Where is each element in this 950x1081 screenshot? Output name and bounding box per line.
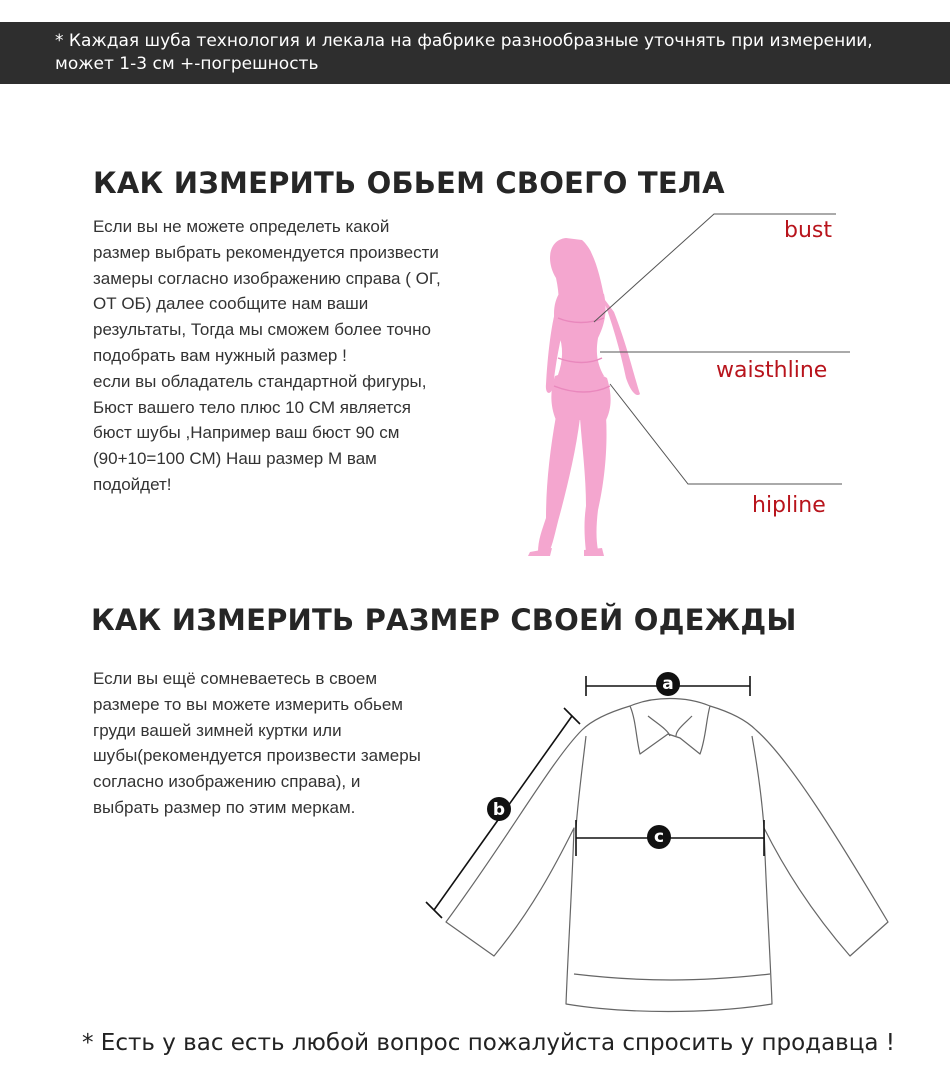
text-line: замеры согласно изображению справа ( ОГ, [93,268,441,288]
bust-label: bust [784,218,832,243]
marker-c-label: c [653,827,665,847]
shirt-outline-icon [446,699,888,1012]
text-line: (90+10=100 СМ) Наш размер M вам [93,449,377,469]
text-line: выбрать размер по этим меркам. [93,797,356,817]
text-line: если вы обладатель стандартной фигуры, [93,371,427,391]
garment-measure-title: КАК ИЗМЕРИТЬ РАЗМЕР СВОЕЙ ОДЕЖДЫ [91,603,797,637]
marker-a [656,672,680,696]
marker-b [487,797,511,821]
text-line: согласно изображению справа), и [93,772,361,792]
marker-b-label: b [492,800,506,820]
disclaimer-line-1: * Каждая шуба технология и лекала на фабрике разнообразные уточнять при измерении, [55,31,873,51]
text-line: груди вашей зимней куртки или [93,720,342,740]
text-line: бюст шубы ,Например ваш бюст 90 см [93,423,400,443]
dimension-tick [426,902,442,918]
dimension-tick [564,708,580,724]
waist-label: waisthline [716,358,828,383]
body-measure-title: КАК ИЗМЕРИТЬ ОБЬЕМ СВОЕГО ТЕЛА [93,166,725,200]
text-line: Если вы ещё сомневаетесь в своем [93,669,378,688]
text-line: результаты, Тогда мы сможем более точно [93,320,431,340]
text-line: размер выбрать рекомендуется произвести [93,242,439,262]
hip-label: hipline [752,493,826,518]
text-line: размере то вы можете измерить обьем [93,694,403,714]
text-line: ОТ ОБ) далее сообщите нам ваши [93,294,369,314]
marker-a-label: a [662,674,674,694]
marker-c [647,825,671,849]
footer-contact-note: * Есть у вас есть любой вопрос пожалуйста спросить у продавца ! [82,1030,896,1056]
text-line: Бюст вашего тело плюс 10 СМ является [93,397,411,417]
text-line: Если вы не можете определеть какой [93,217,390,236]
text-line: подойдет! [93,474,172,494]
disclaimer-line-2: может 1-3 см +-погрешность [55,54,319,74]
text-line: шубы(рекомендуется произвести замеры [93,746,421,766]
text-line: подобрать вам нужный размер ! [93,345,347,365]
